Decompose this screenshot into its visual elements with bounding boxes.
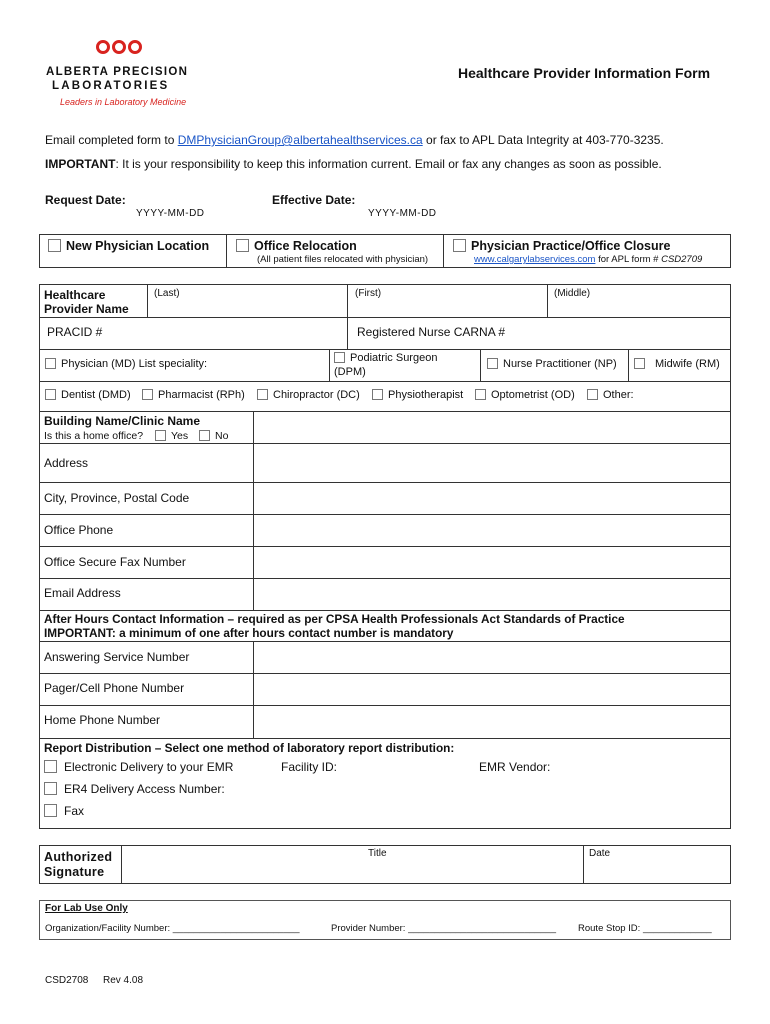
fax-checkbox[interactable]: [44, 804, 57, 817]
pharmacist-checkbox[interactable]: [142, 389, 153, 400]
closure-option[interactable]: [453, 239, 670, 253]
office-relocation-label: Office Relocation: [254, 239, 357, 253]
first-name-field[interactable]: (First): [355, 288, 382, 299]
office-fax-input[interactable]: [254, 547, 730, 578]
fax-option[interactable]: [44, 804, 84, 818]
midwife-checkbox[interactable]: [634, 358, 645, 369]
logo-circle-icon: [112, 40, 126, 54]
pager-cell-label: Pager/Cell Phone Number: [44, 681, 185, 695]
chiropractor-option[interactable]: [257, 389, 360, 401]
midwife-option[interactable]: [634, 358, 720, 370]
answering-service-input[interactable]: [254, 642, 730, 673]
divider: [443, 234, 444, 268]
podiatric-checkbox[interactable]: [334, 352, 345, 363]
city-input[interactable]: [254, 483, 730, 514]
optometrist-label: Optometrist (OD): [491, 389, 575, 401]
answering-service-label: Answering Service Number: [44, 650, 190, 664]
after-hours-heading-line1: After Hours Contact Information – required as per CPSA Health Professionals Act Standards of Practice: [44, 612, 625, 626]
er4-label: ER4 Delivery Access Number:: [64, 782, 225, 796]
request-date-label: Request Date:: [45, 193, 126, 207]
email-link[interactable]: DMPhysicianGroup@albertahealthservices.ca: [177, 133, 423, 147]
important-label: IMPORTANT: [45, 157, 116, 171]
effective-date-field[interactable]: YYYY-MM-DD: [368, 208, 437, 219]
home-office-no-label: No: [215, 430, 229, 442]
physiotherapist-checkbox[interactable]: [372, 389, 383, 400]
important-text: : It is your responsibility to keep this information current. Email or fax any changes as soon as possible.: [115, 157, 662, 171]
form-title: Healthcare Provider Information Form: [458, 65, 711, 81]
electronic-label: Electronic Delivery to your EMR: [64, 760, 234, 774]
home-office-label: Is this a home office?: [44, 430, 144, 442]
np-checkbox[interactable]: [487, 358, 498, 369]
physiotherapist-option[interactable]: [372, 389, 463, 401]
email-address-label: Email Address: [44, 586, 121, 600]
email-prefix: Email completed form to: [45, 133, 178, 147]
podiatric-label-2: (DPM): [334, 366, 366, 378]
midwife-label: Midwife (RM): [655, 358, 720, 370]
closure-form-number: CSD2709: [661, 254, 703, 265]
date-field[interactable]: Date: [589, 848, 611, 859]
middle-name-field[interactable]: (Middle): [554, 288, 591, 299]
address-input[interactable]: [254, 444, 730, 482]
signature-label: [44, 850, 112, 880]
pracid-field[interactable]: PRACID #: [47, 325, 103, 339]
title-field[interactable]: Title: [368, 848, 387, 859]
lab-use-heading: For Lab Use Only: [45, 903, 128, 914]
dentist-option[interactable]: [45, 389, 131, 401]
electronic-checkbox[interactable]: [44, 760, 57, 773]
divider: [583, 845, 584, 884]
provider-name-label-line1: Healthcare: [44, 288, 106, 302]
relocation-note: (All patient files relocated with physician): [257, 254, 429, 265]
new-location-label: New Physician Location: [66, 239, 210, 253]
provider-name-label-line2: Provider Name: [44, 302, 129, 316]
divider: [39, 610, 731, 611]
route-stop-id[interactable]: Route Stop ID: _____________: [578, 923, 712, 934]
carna-field[interactable]: Registered Nurse CARNA #: [357, 325, 506, 339]
office-relocation-checkbox[interactable]: [236, 239, 249, 252]
distribution-heading: Report Distribution – Select one method of laboratory report distribution:: [44, 741, 455, 755]
physiotherapist-label: Physiotherapist: [388, 389, 464, 401]
closure-note: [474, 254, 702, 265]
building-name-input[interactable]: [254, 412, 730, 443]
np-option[interactable]: [487, 358, 617, 370]
building-name-label: Building Name/Clinic Name: [44, 414, 201, 428]
chiropractor-label: Chiropractor (DC): [273, 389, 360, 401]
logo-circle-icon: [96, 40, 110, 54]
provider-name-label: [44, 288, 129, 316]
dentist-checkbox[interactable]: [45, 389, 56, 400]
email-suffix: or fax to APL Data Integrity at 403-770-3235.: [422, 133, 664, 147]
email-instructions: [45, 133, 664, 147]
pager-cell-input[interactable]: [254, 674, 730, 705]
er4-checkbox[interactable]: [44, 782, 57, 795]
dentist-label: Dentist (DMD): [61, 389, 131, 401]
physician-label: Physician (MD) List speciality:: [61, 358, 208, 370]
request-date-field[interactable]: YYYY-MM-DD: [136, 208, 205, 219]
last-name-field[interactable]: (Last): [154, 288, 180, 299]
podiatric-option[interactable]: [334, 351, 437, 379]
closure-link[interactable]: www.calgarylabservices.com: [474, 254, 596, 265]
office-fax-label: Office Secure Fax Number: [44, 555, 186, 569]
home-office-yes-label: Yes: [170, 430, 189, 442]
divider: [147, 284, 148, 317]
effective-date-label: Effective Date:: [272, 193, 356, 207]
lab-use-box: [39, 900, 731, 940]
home-office-question: [44, 430, 228, 442]
email-address-input[interactable]: [254, 579, 730, 610]
divider: [226, 234, 227, 268]
divider: [39, 317, 731, 318]
divider: [547, 284, 548, 317]
org-name-line1: ALBERTA PRECISION: [46, 66, 189, 78]
electronic-option[interactable]: [44, 760, 233, 774]
other-label: Other:: [603, 389, 634, 401]
fax-label: Fax: [64, 804, 85, 818]
after-hours-heading-line2: IMPORTANT: a minimum of one after hours contact number is mandatory: [44, 626, 454, 640]
after-hours-heading: [44, 612, 625, 640]
org-name-line2: LABORATORIES: [52, 80, 170, 92]
divider: [39, 381, 731, 382]
home-phone-input[interactable]: [254, 706, 730, 738]
divider: [628, 349, 629, 381]
closure-label: Physician Practice/Office Closure: [471, 239, 671, 253]
new-location-option[interactable]: [48, 239, 209, 253]
divider: [329, 349, 330, 381]
tagline: Leaders in Laboratory Medicine: [60, 97, 187, 107]
emr-vendor-label: EMR Vendor:: [479, 760, 551, 774]
er4-option[interactable]: [44, 782, 225, 796]
new-location-checkbox[interactable]: [48, 239, 61, 252]
address-label: Address: [44, 456, 89, 470]
home-office-no-checkbox[interactable]: [199, 430, 210, 441]
office-relocation-option[interactable]: [236, 239, 357, 253]
np-label: Nurse Practitioner (NP): [503, 358, 617, 370]
other-option[interactable]: [587, 389, 634, 401]
physician-checkbox[interactable]: [45, 358, 56, 369]
podiatric-label-1: Podiatric Surgeon: [350, 352, 438, 364]
signature-label-line2: Signature: [44, 865, 105, 879]
divider: [39, 738, 731, 739]
form-code: CSD2708: [45, 975, 89, 986]
physician-option[interactable]: [45, 358, 207, 370]
office-phone-label: Office Phone: [44, 523, 114, 537]
home-phone-label: Home Phone Number: [44, 713, 161, 727]
facility-id-label: Facility ID:: [281, 760, 338, 774]
other-checkbox[interactable]: [587, 389, 598, 400]
office-phone-input[interactable]: [254, 515, 730, 546]
home-office-yes-checkbox[interactable]: [155, 430, 166, 441]
provider-number[interactable]: Provider Number: ____________________________: [331, 923, 557, 934]
chiropractor-checkbox[interactable]: [257, 389, 268, 400]
pharmacist-label: Pharmacist (RPh): [158, 389, 245, 401]
optometrist-checkbox[interactable]: [475, 389, 486, 400]
form-revision: Rev 4.08: [103, 975, 144, 986]
pharmacist-option[interactable]: [142, 389, 245, 401]
signature-label-line1: Authorized: [44, 850, 113, 864]
divider: [480, 349, 481, 381]
logo-circle-icon: [128, 40, 142, 54]
city-label: City, Province, Postal Code: [44, 491, 190, 505]
closure-note-text: for APL form #: [595, 254, 662, 265]
org-facility-number[interactable]: Organization/Facility Number: ________________________: [45, 923, 300, 934]
optometrist-option[interactable]: [475, 389, 575, 401]
closure-checkbox[interactable]: [453, 239, 466, 252]
signature-input[interactable]: [122, 846, 362, 883]
important-note: [45, 157, 662, 171]
